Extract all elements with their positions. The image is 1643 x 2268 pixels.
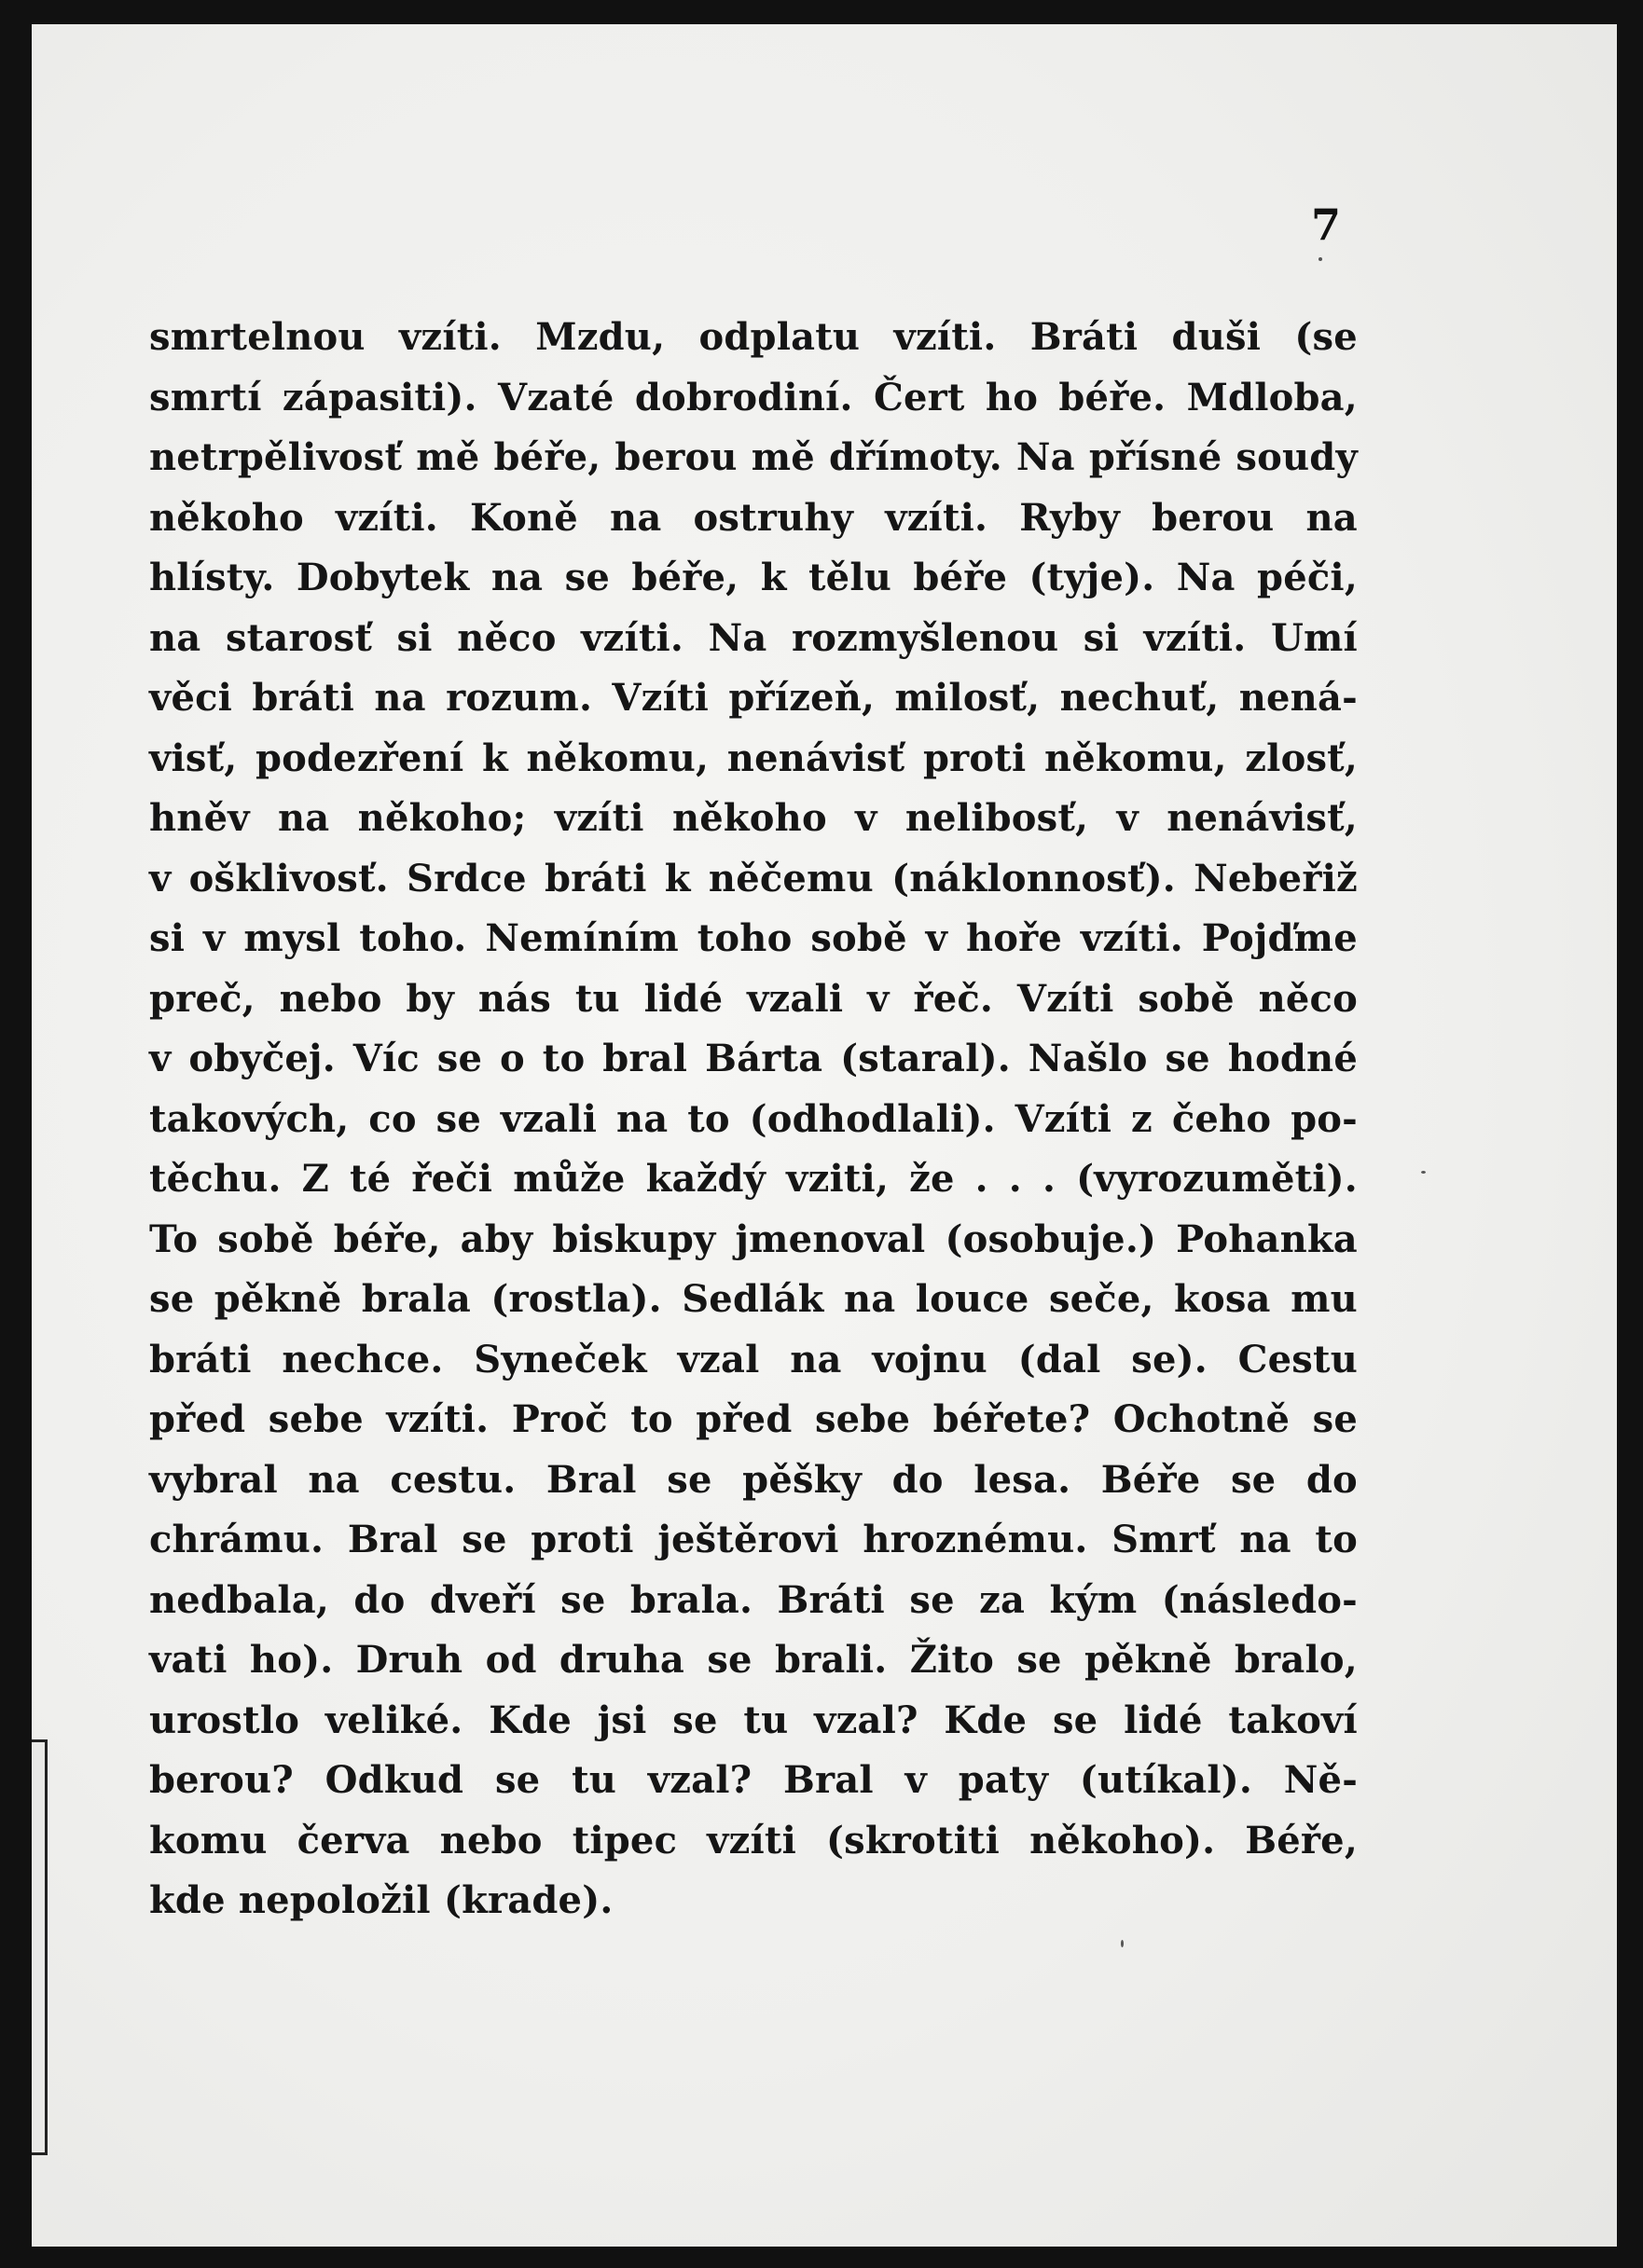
text-line: takových, co se vzali na to (odhodlali). Vzíti z čeho po- — [149, 1096, 1358, 1141]
paper-speck — [1421, 1171, 1426, 1174]
page-number: 7 — [1311, 199, 1342, 250]
text-line: komu červa nebo tipec vzíti (skrotiti někoho). Béře, — [149, 1818, 1358, 1863]
text-line: nedbala, do dveří se brala. Bráti se za kým (následo- — [149, 1577, 1358, 1622]
text-line: preč, nebo by nás tu lidé vzali v řeč. Vzíti sobě něco — [149, 976, 1358, 1021]
text-line: netrpělivosť mě béře, berou mě dřímoty. Na přísné soudy — [149, 435, 1358, 479]
text-line: kde nepoložil (krade). — [149, 1878, 614, 1922]
text-line: smrtí zápasiti). Vzaté dobrodiní. Čert ho béře. Mdloba, — [149, 375, 1358, 419]
text-line: věci bráti na rozum. Vzíti přízeň, milosť, nechuť, nená- — [149, 676, 1358, 720]
text-line: smrtelnou vzíti. Mzdu, odplatu vzíti. Bráti duši (se — [149, 315, 1358, 359]
text-line: si v mysl toho. Nemíním toho sobě v hoře vzíti. Pojďme — [149, 916, 1358, 960]
text-line: se pěkně brala (rostla). Sedlák na louce seče, kosa mu — [149, 1277, 1358, 1321]
text-line: bráti nechce. Syneček vzal na vojnu (dal se). Cestu — [149, 1337, 1358, 1381]
text-line: těchu. Z té řeči může každý vziti, že . . . (vyrozuměti). — [149, 1157, 1358, 1201]
text-line: berou? Odkud se tu vzal? Bral v paty (utíkal). Ně- — [149, 1758, 1358, 1802]
text-line: visť, podezření k někomu, nenávisť proti někomu, zlosť, — [149, 735, 1358, 780]
page-edge-shadow — [32, 1739, 48, 2155]
text-line: urostlo veliké. Kde jsi se tu vzal? Kde se lidé takoví — [149, 1698, 1358, 1742]
text-line: hlísty. Dobytek na se béře, k tělu béře (tyje). Na péči, — [149, 556, 1358, 599]
body-text — [149, 308, 1358, 1931]
text-line: v ošklivosť. Srdce bráti k něčemu (náklonnosť). Nebeřiž — [149, 856, 1358, 900]
text-line: na starosť si něco vzíti. Na rozmyšlenou si vzíti. Umí — [149, 615, 1358, 660]
text-line: v obyčej. Víc se o to bral Bárta (staral). Našlo se hodné — [149, 1037, 1358, 1080]
text-line: před sebe vzíti. Proč to před sebe béřete? Ochotně se — [149, 1397, 1358, 1441]
text-line: To sobě béře, aby biskupy jmenoval (osobuje.) Pohanka — [149, 1216, 1358, 1261]
text-line: vybral na cestu. Bral se pěšky do lesa. Béře se do — [149, 1457, 1358, 1502]
text-line: vati ho). Druh od druha se brali. Žito se pěkně bralo, — [149, 1638, 1358, 1682]
paper-speck — [1121, 1940, 1124, 1947]
text-line: chrámu. Bral se proti ještěrovi hroznému. Smrť na to — [149, 1518, 1358, 1561]
text-line: hněv na někoho; vzíti někoho v nelibosť, v nenávisť, — [149, 796, 1358, 840]
paper-speck — [1319, 257, 1322, 261]
text-line: někoho vzíti. Koně na ostruhy vzíti. Ryby berou na — [149, 495, 1358, 540]
